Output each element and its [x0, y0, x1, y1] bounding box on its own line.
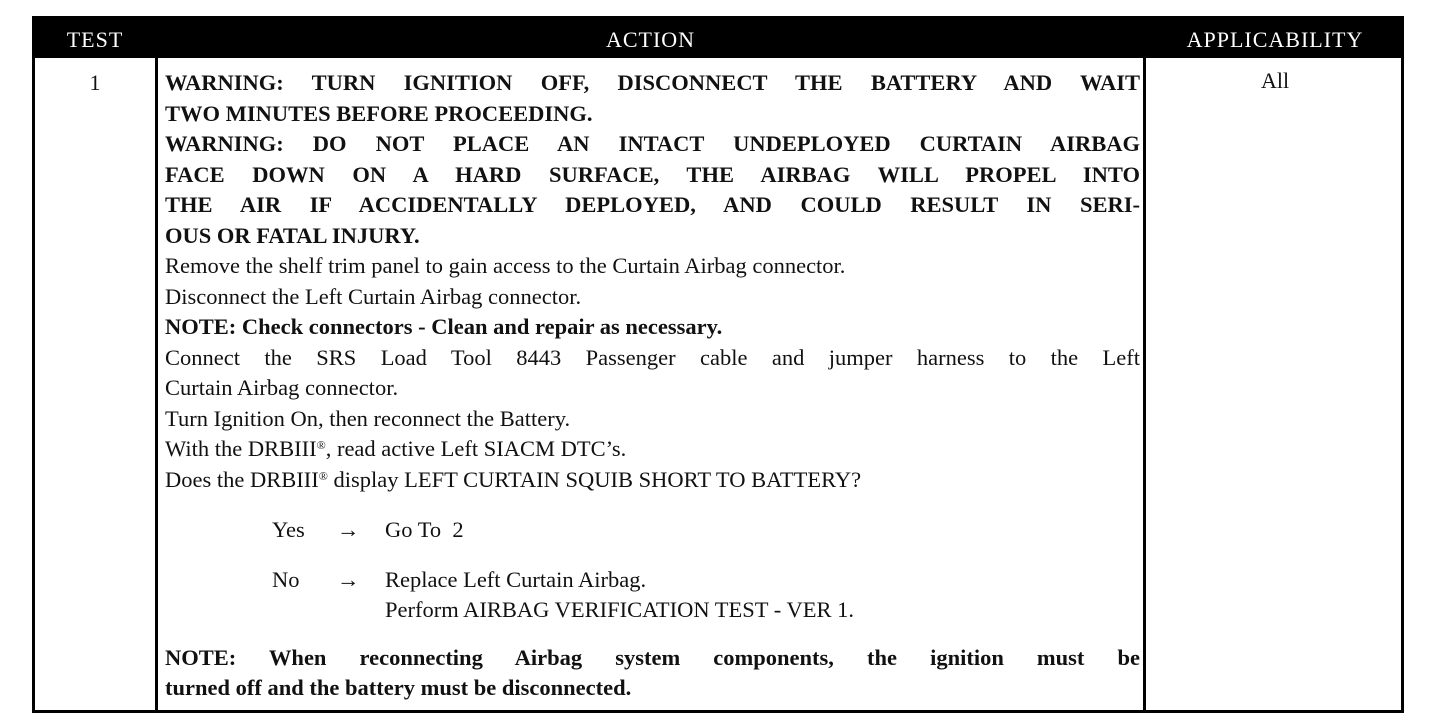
question-post: display LEFT CURTAIN SQUIB SHORT TO BATTERY?	[327, 466, 862, 492]
branch-no-label: No	[272, 567, 300, 592]
table-header	[35, 19, 1401, 58]
header-applicability: APPLICABILITY	[1186, 27, 1364, 52]
step-remove-trim: Remove the shelf trim panel to gain access to the Curtain Airbag connector.	[165, 253, 846, 278]
registered-mark: ®	[318, 468, 328, 483]
registered-mark: ®	[316, 438, 326, 452]
branch-yes-result: Go To 2	[385, 517, 464, 542]
test-number: 1	[89, 70, 101, 95]
step-disconnect-connector: Disconnect the Left Curtain Airbag connector.	[165, 283, 582, 309]
warning-battery-line1: WARNING: TURN IGNITION OFF, DISCONNECT THE BATTERY AND WAIT	[165, 70, 1140, 95]
note-reconnecting-line1: NOTE: When reconnecting Airbag system components, the ignition must be	[165, 644, 1140, 670]
warning-airbag-line1: WARNING: DO NOT PLACE AN INTACT UNDEPLOYED CURTAIN AIRBAG	[165, 131, 1140, 156]
warning-airbag-line2: FACE DOWN ON A HARD SURFACE, THE AIRBAG WILL PROPEL INTO	[165, 161, 1140, 187]
step-connect-load-tool-line2: Curtain Airbag connector.	[165, 375, 399, 400]
step-read-dtc	[165, 434, 1140, 465]
branch-no-result-line1: Replace Left Curtain Airbag.	[385, 567, 647, 592]
warning-airbag-line3: THE AIR IF ACCIDENTALLY DEPLOYED, AND COULD RESULT IN SERI-	[165, 192, 1140, 217]
warning-battery-line2: TWO MINUTES BEFORE PROCEEDING.	[165, 100, 593, 126]
step-ignition-on: Turn Ignition On, then reconnect the Battery.	[165, 405, 571, 431]
diagnostic-test-table	[32, 16, 1404, 713]
column-divider-right	[1143, 58, 1146, 710]
branch-yes	[165, 515, 1140, 545]
header-test: TEST	[66, 27, 124, 52]
branch-no	[165, 565, 1140, 595]
warning-airbag-line4: OUS OR FATAL INJURY.	[165, 222, 420, 248]
question-pre: Does the DRBIII	[165, 466, 319, 492]
step-read-dtc-pre: With the DRBIII	[165, 436, 317, 461]
applicability-value: All	[1260, 68, 1290, 93]
step-read-dtc-post: , read active Left SIACM DTC’s.	[325, 436, 627, 461]
note-check-connectors: NOTE: Check connectors - Clean and repair as necessary.	[165, 314, 723, 339]
note-reconnecting-line2: turned off and the battery must be disconnected.	[165, 675, 632, 700]
column-divider-left	[155, 58, 158, 710]
branch-yes-label: Yes	[272, 517, 305, 542]
question-text	[165, 465, 1140, 496]
action-cell	[165, 68, 1140, 704]
branch-no-result-line2: Perform AIRBAG VERIFICATION TEST - VER 1.	[385, 597, 854, 622]
right-arrow-icon: →	[337, 567, 360, 592]
step-connect-load-tool-line1: Connect the SRS Load Tool 8443 Passenger cable and jumper harness to the Left	[165, 344, 1140, 370]
header-action: ACTION	[605, 27, 696, 52]
right-arrow-icon: →	[337, 517, 360, 542]
